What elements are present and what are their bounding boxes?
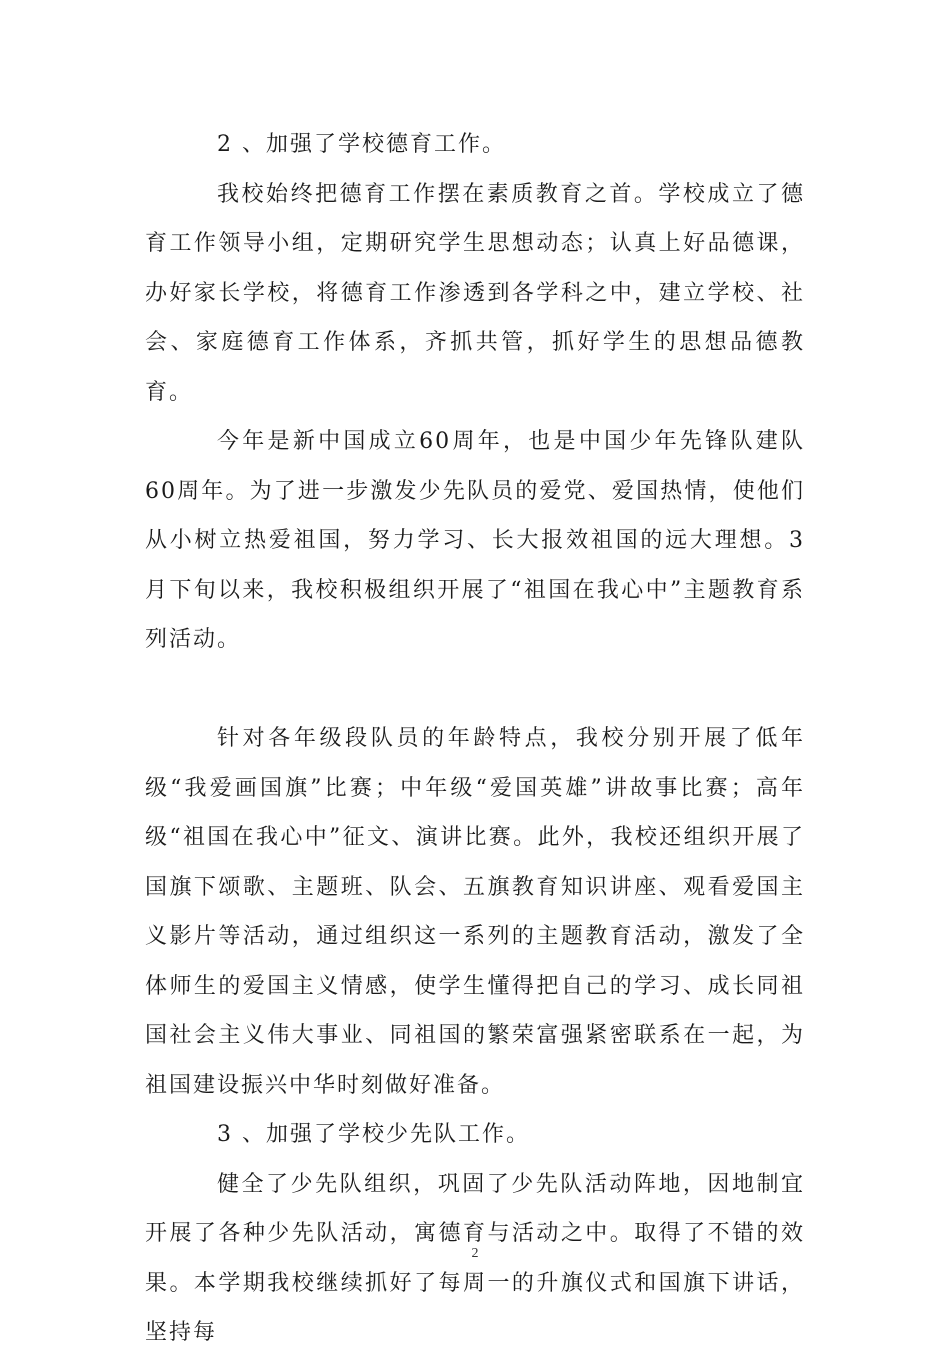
section-heading-moral-education: 2 、加强了学校德育工作。	[217, 132, 506, 157]
paragraph-grade-competitions: 针对各年级段队员的年龄特点，我校分别开展了低年级“我爱画国旗”比赛；中年级“爱国英雄”讲故事比赛；高年级“祖国在我心中”征文、演讲比赛。此外，我校还组织开展了国旗下颂歌、主题班、队会、五旗教育知识讲座、观看爱国主义影片等活动，通过组织这一系列的主题教育活动，激发了全体师生的爱国主义情感，使学生懂得把自己的学习、成长同祖国社会主义伟大事业、同祖国的繁荣富强紧密联系在一起，为祖国建设振兴中华时刻做好准备。	[145, 726, 805, 1098]
section-heading-young-pioneers: 3 、加强了学校少先队工作。	[217, 1122, 530, 1147]
paragraph-moral-education-system: 我校始终把德育工作摆在素质教育之首。学校成立了德育工作领导小组，定期研究学生思想动态；认真上好品德课，办好家长学校，将德育工作渗透到各学科之中，建立学校、社会、家庭德育工作体系，齐抓共管，抓好学生的思想品德教育。	[145, 181, 805, 405]
paragraph-young-pioneers-work: 健全了少先队组织，巩固了少先队活动阵地，因地制宜开展了各种少先队活动，寓德育与活动之中。取得了不错的效果。本学期我校继续抓好了每周一的升旗仪式和国旗下讲话，坚持每	[145, 1171, 805, 1345]
document-body	[145, 120, 805, 1358]
page-number: 2	[471, 1246, 479, 1261]
paragraph-anniversary-activities: 今年是新中国成立60周年，也是中国少年先锋队建队60周年。为了进一步激发少先队员的爱党、爱国热情，使他们从小树立热爱祖国，努力学习、长大报效祖国的远大理想。3 月下旬以来，我校积极组织开展了“祖国在我心中”主题教育系列活动。	[145, 429, 805, 652]
paragraph-gap	[145, 665, 805, 715]
